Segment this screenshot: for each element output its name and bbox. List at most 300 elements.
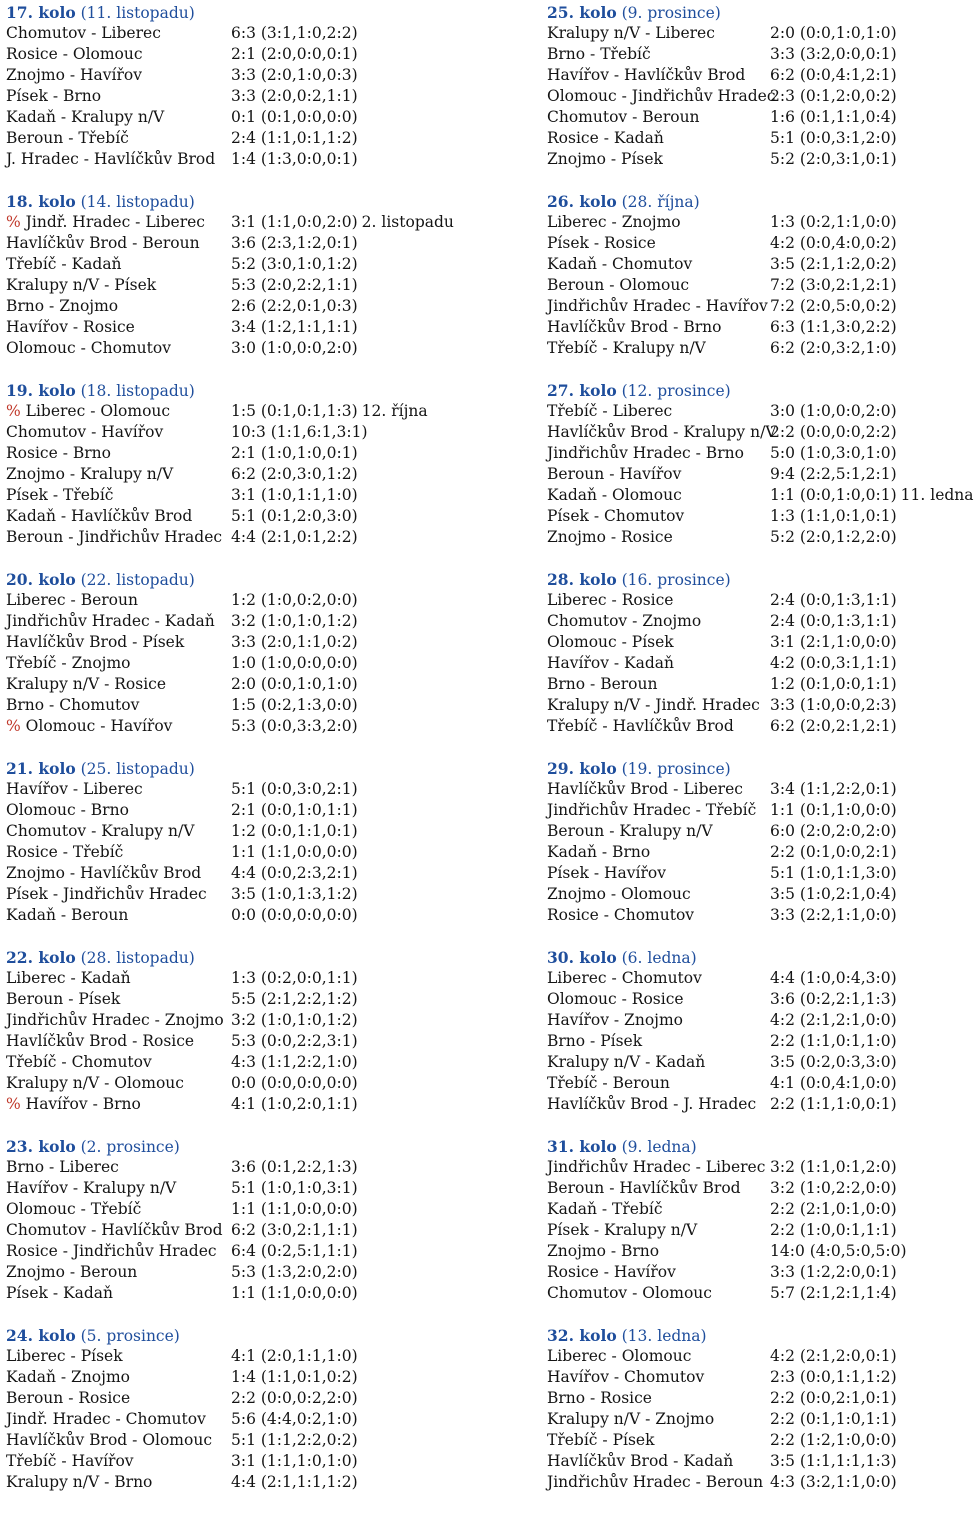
match-name: J. Hradec - Havlíčkův Brod: [6, 150, 216, 168]
match-name: Beroun - Kralupy n/V: [547, 822, 713, 840]
match-name: Písek - Kadaň: [6, 1284, 113, 1302]
match-name: Beroun - Rosice: [6, 1389, 131, 1407]
match-teams: [6, 65, 231, 86]
match-score: 4:3 (3:2,1:1,0:0): [770, 1473, 897, 1491]
match-score: 5:5 (2:1,2:2,1:2): [231, 990, 358, 1008]
match-name: Jindřichův Hradec - Havířov: [547, 297, 768, 315]
match-score: 1:1 (1:1,0:0,0:0): [231, 843, 358, 861]
round-block: [547, 1325, 960, 1493]
match-row: [6, 1283, 526, 1304]
match-score: 3:1 (1:1,1:0,1:0): [231, 1452, 358, 1470]
round-number: 31. kolo: [547, 1137, 617, 1156]
match-row: [547, 401, 960, 422]
match-row: [547, 968, 960, 989]
match-score: 7:2 (2:0,5:0,0:2): [770, 297, 897, 315]
match-row: [547, 233, 960, 254]
match-row: [6, 716, 526, 737]
round-date: (13. ledna): [621, 1327, 707, 1345]
match-name: Znojmo - Písek: [547, 150, 663, 168]
match-row: [6, 128, 526, 149]
match-row: [6, 905, 526, 926]
match-score: 6:2 (0:0,4:1,2:1): [770, 66, 897, 84]
match-teams: [547, 527, 770, 548]
match-name: Havířov - Kralupy n/V: [6, 1179, 177, 1197]
match-teams: [6, 44, 231, 65]
match-teams: [547, 1367, 770, 1388]
match-name: Písek - Rosice: [547, 234, 656, 252]
match-score: 2:0 (0:0,1:0,1:0): [770, 24, 897, 42]
match-teams: [547, 485, 770, 506]
match-row: [547, 1388, 960, 1409]
match-score: 3:3 (2:2,1:1,0:0): [770, 906, 897, 924]
match-teams: [547, 716, 770, 737]
match-row: [6, 653, 526, 674]
match-row: [547, 1073, 960, 1094]
match-score: 3:3 (2:0,1:0,0:3): [231, 66, 358, 84]
match-score: 5:1 (1:0,1:1,3:0): [770, 864, 897, 882]
match-row: [6, 527, 526, 548]
match-name: Rosice - Havířov: [547, 1263, 676, 1281]
match-row: [6, 317, 526, 338]
match-row: [547, 44, 960, 65]
match-teams: [547, 695, 770, 716]
match-row: [547, 905, 960, 926]
match-name: Olomouc - Havířov: [25, 717, 173, 735]
match-row: [547, 1241, 960, 1262]
match-row: [547, 65, 960, 86]
match-name: Kralupy n/V - Znojmo: [547, 1410, 715, 1428]
match-teams: [547, 464, 770, 485]
round-number: 20. kolo: [6, 570, 76, 589]
match-name: Třebíč - Kadaň: [6, 255, 122, 273]
match-teams: [547, 905, 770, 926]
round-header: [547, 569, 960, 590]
match-row: [547, 1430, 960, 1451]
match-row: [6, 485, 526, 506]
match-score: 3:6 (2:3,1:2,0:1): [231, 234, 358, 252]
match-teams: [6, 275, 231, 296]
match-score: 5:3 (1:3,2:0,2:0): [231, 1263, 358, 1281]
match-name: Chomutov - Znojmo: [547, 612, 702, 630]
match-score: 2:2 (0:1,1:0,1:1): [770, 1410, 897, 1428]
round-date: (22. listopadu): [80, 571, 195, 589]
round-date: (9. prosince): [621, 4, 721, 22]
round-date: (9. ledna): [621, 1138, 697, 1156]
match-name: Liberec - Beroun: [6, 591, 138, 609]
round-date: (16. prosince): [621, 571, 731, 589]
match-row: [547, 422, 960, 443]
match-teams: [547, 1031, 770, 1052]
match-row: [547, 632, 960, 653]
match-name: Olomouc - Písek: [547, 633, 674, 651]
round-date: (11. listopadu): [80, 4, 195, 22]
match-teams: [547, 422, 777, 443]
match-row: [6, 275, 526, 296]
match-name: Beroun - Havířov: [547, 465, 682, 483]
match-teams: [547, 863, 770, 884]
match-score: 1:1 (0:1,1:0,0:0): [770, 801, 897, 819]
match-name: Jindř. Hradec - Liberec: [25, 213, 205, 231]
match-score: 4:4 (1:0,0:4,3:0): [770, 969, 897, 987]
round-block: [6, 2, 526, 170]
round-number: 19. kolo: [6, 381, 76, 400]
match-name: Písek - Brno: [6, 87, 102, 105]
match-teams: [6, 968, 231, 989]
match-row: [547, 674, 960, 695]
match-teams: [6, 1157, 231, 1178]
match-teams: [547, 275, 770, 296]
match-teams: [6, 254, 231, 275]
match-score: 6:2 (2:0,3:2,1:0): [770, 339, 897, 357]
match-teams: [6, 443, 231, 464]
match-name: Havlíčkův Brod - Liberec: [547, 780, 743, 798]
round-number: 22. kolo: [6, 948, 76, 967]
match-name: Třebíč - Písek: [547, 1431, 655, 1449]
round-block: [6, 758, 526, 926]
match-name: Havířov - Havlíčkův Brod: [547, 66, 746, 84]
match-score: 1:1 (1:1,0:0,0:0): [231, 1200, 358, 1218]
match-row: [6, 842, 526, 863]
match-name: Kadaň - Třebíč: [547, 1200, 663, 1218]
match-name: Beroun - Olomouc: [547, 276, 690, 294]
match-teams: [6, 905, 231, 926]
match-name: Rosice - Kadaň: [547, 129, 664, 147]
match-score: 3:2 (1:1,0:1,2:0): [770, 1158, 897, 1176]
match-score: 4:2 (2:1,2:0,0:1): [770, 1347, 897, 1365]
match-teams: [6, 464, 231, 485]
match-name: Liberec - Olomouc: [25, 402, 171, 420]
match-name: Jindřichův Hradec - Liberec: [547, 1158, 766, 1176]
round-header: [547, 758, 960, 779]
right-column: [547, 2, 974, 1514]
match-row: [547, 107, 960, 128]
match-name: Jindřichův Hradec - Beroun: [547, 1473, 764, 1491]
match-row: [6, 1430, 526, 1451]
match-score: 0:0 (0:0,0:0,0:0): [231, 1074, 358, 1092]
match-name: Jindřichův Hradec - Znojmo: [6, 1011, 224, 1029]
match-teams: [6, 296, 231, 317]
match-score: 2:2 (1:2,1:0,0:0): [770, 1431, 897, 1449]
match-name: Liberec - Kadaň: [6, 969, 131, 987]
round-block: [547, 1136, 960, 1304]
match-score: 1:1 (1:1,0:0,0:0): [231, 1284, 358, 1302]
round-header: [6, 380, 526, 401]
match-score: 3:5 (1:0,2:1,0:4): [770, 885, 897, 903]
match-teams: [6, 1220, 231, 1241]
match-teams: [6, 422, 231, 443]
match-teams: [6, 1451, 231, 1472]
match-name: Kadaň - Olomouc: [547, 486, 682, 504]
match-score: 6:3 (3:1,1:0,2:2): [231, 24, 358, 42]
match-name: Havlíčkův Brod - Brno: [547, 318, 722, 336]
match-name: Písek - Jindřichův Hradec: [6, 885, 207, 903]
round-header: [6, 191, 526, 212]
round-header: [6, 1136, 526, 1157]
match-teams: [6, 590, 231, 611]
match-name: Liberec - Chomutov: [547, 969, 702, 987]
match-row: [547, 338, 960, 359]
match-name: Jindřichův Hradec - Kadaň: [6, 612, 215, 630]
match-teams: [6, 716, 231, 737]
match-name: Kralupy n/V - Písek: [6, 276, 157, 294]
match-row: [547, 128, 960, 149]
round-header: [6, 569, 526, 590]
round-header: [547, 191, 960, 212]
match-teams: [6, 800, 231, 821]
match-row: [6, 506, 526, 527]
match-teams: [547, 212, 770, 233]
match-teams: [6, 338, 231, 359]
match-name: Třebíč - Havířov: [6, 1452, 134, 1470]
match-row: [6, 107, 526, 128]
match-name: Brno - Písek: [547, 1032, 643, 1050]
match-name: Liberec - Znojmo: [547, 213, 681, 231]
match-name: Havlíčkův Brod - Rosice: [6, 1032, 195, 1050]
match-row: [547, 86, 960, 107]
match-name: Písek - Chomutov: [547, 507, 685, 525]
match-score: 2:1 (2:0,0:0,0:1): [231, 45, 358, 63]
match-name: Havířov - Rosice: [6, 318, 135, 336]
match-row: [547, 317, 960, 338]
match-name: Chomutov - Havířov: [6, 423, 164, 441]
match-teams: [6, 86, 231, 107]
match-teams: [6, 1262, 231, 1283]
match-row: [547, 296, 960, 317]
match-row: [6, 1178, 526, 1199]
match-teams: [547, 23, 770, 44]
match-row: [6, 338, 526, 359]
round-date: (14. listopadu): [80, 193, 195, 211]
match-row: [547, 1262, 960, 1283]
match-name: Kralupy n/V - Olomouc: [6, 1074, 184, 1092]
round-number: 23. kolo: [6, 1137, 76, 1156]
round-header: [6, 758, 526, 779]
match-teams: [6, 1031, 231, 1052]
match-row: [547, 611, 960, 632]
match-teams: [6, 506, 231, 527]
match-date-note: 11. ledna: [900, 486, 974, 504]
match-row: [547, 23, 960, 44]
match-teams: [6, 653, 231, 674]
round-header: [6, 2, 526, 23]
match-score: 2:4 (0:0,1:3,1:1): [770, 612, 897, 630]
round-block: [6, 1325, 526, 1493]
round-date: (5. prosince): [80, 1327, 180, 1345]
match-teams: [547, 1346, 770, 1367]
match-row: [547, 842, 960, 863]
match-name: Havířov - Chomutov: [547, 1368, 705, 1386]
match-name: Kadaň - Havlíčkův Brod: [6, 507, 193, 525]
match-teams: [547, 1178, 770, 1199]
match-row: [547, 149, 960, 170]
match-row: [6, 1199, 526, 1220]
round-date: (18. listopadu): [80, 382, 195, 400]
match-row: [547, 653, 960, 674]
match-name: Rosice - Olomouc: [6, 45, 143, 63]
match-name: Havlíčkův Brod - Kadaň: [547, 1452, 734, 1470]
match-teams: [6, 1409, 231, 1430]
match-name: Havířov - Znojmo: [547, 1011, 683, 1029]
round-number: 17. kolo: [6, 3, 76, 22]
match-teams: [547, 1451, 770, 1472]
match-score: 5:1 (0:1,2:0,3:0): [231, 507, 358, 525]
match-score: 5:0 (1:0,3:0,1:0): [770, 444, 897, 462]
match-name: Písek - Třebíč: [6, 486, 114, 504]
match-score: 14:0 (4:0,5:0,5:0): [770, 1242, 907, 1260]
match-row: [547, 1472, 960, 1493]
match-score: 1:6 (0:1,1:1,0:4): [770, 108, 897, 126]
match-teams: [6, 1199, 231, 1220]
match-row: [6, 1451, 526, 1472]
match-teams: [547, 632, 770, 653]
match-teams: [547, 1010, 770, 1031]
match-row: [547, 485, 974, 506]
match-row: [6, 863, 526, 884]
match-teams: [547, 653, 770, 674]
match-teams: [6, 863, 231, 884]
match-teams: [547, 1220, 770, 1241]
match-score: 4:4 (2:1,0:1,2:2): [231, 528, 358, 546]
match-teams: [547, 44, 770, 65]
match-score: 3:0 (1:0,0:0,2:0): [770, 402, 897, 420]
match-teams: [547, 107, 770, 128]
match-score: 3:4 (1:2,1:1,1:1): [231, 318, 358, 336]
round-date: (6. ledna): [621, 949, 697, 967]
match-teams: [547, 590, 770, 611]
match-score: 4:1 (1:0,2:0,1:1): [231, 1095, 358, 1113]
round-header: [547, 1325, 960, 1346]
match-name: Chomutov - Olomouc: [547, 1284, 712, 1302]
match-row: [6, 1052, 526, 1073]
match-row: [547, 1409, 960, 1430]
match-row: [6, 1262, 526, 1283]
match-score: 5:3 (0:0,3:3,2:0): [231, 717, 358, 735]
match-row: [6, 1073, 526, 1094]
round-block: [6, 569, 526, 737]
match-name: Rosice - Brno: [6, 444, 111, 462]
match-name: Olomouc - Brno: [6, 801, 129, 819]
match-name: Olomouc - Chomutov: [6, 339, 171, 357]
match-teams: [547, 1388, 770, 1409]
match-row: [547, 1052, 960, 1073]
match-row: [6, 1241, 526, 1262]
match-score: 2:1 (1:0,1:0,0:1): [231, 444, 358, 462]
round-block: [547, 947, 960, 1115]
match-name: Znojmo - Beroun: [6, 1263, 138, 1281]
match-name: Kralupy n/V - Kadaň: [547, 1053, 706, 1071]
match-name: Znojmo - Havířov: [6, 66, 142, 84]
match-score: 3:3 (2:0,0:2,1:1): [231, 87, 358, 105]
match-teams: [547, 821, 770, 842]
match-score: 2:2 (1:0,0:1,1:1): [770, 1221, 897, 1239]
round-number: 32. kolo: [547, 1326, 617, 1345]
match-score: 2:2 (0:0,2:1,0:1): [770, 1389, 897, 1407]
match-name: Havlíčkův Brod - Beroun: [6, 234, 200, 252]
round-number: 27. kolo: [547, 381, 617, 400]
match-score: 2:1 (0:0,1:0,1:1): [231, 801, 358, 819]
match-score: 1:2 (1:0,0:2,0:0): [231, 591, 358, 609]
match-teams: [547, 149, 770, 170]
match-row: [547, 1220, 960, 1241]
match-score: 3:3 (2:0,1:1,0:2): [231, 633, 358, 651]
match-score: 0:0 (0:0,0:0,0:0): [231, 906, 358, 924]
match-score: 5:1 (1:1,2:2,0:2): [231, 1431, 358, 1449]
match-score: 1:5 (0:1,0:1,1:3): [231, 402, 358, 420]
round-block: [6, 380, 526, 548]
match-name: Olomouc - Jindřichův Hradec: [547, 87, 776, 105]
match-row: [547, 1010, 960, 1031]
match-teams: [6, 1367, 231, 1388]
match-date-note: 12. října: [361, 402, 428, 420]
match-teams: [6, 989, 231, 1010]
round-header: [547, 2, 960, 23]
match-teams: [6, 821, 231, 842]
match-name: Kralupy n/V - Brno: [6, 1473, 153, 1491]
round-date: (2. prosince): [80, 1138, 180, 1156]
match-teams: [547, 1472, 770, 1493]
match-row: [6, 968, 526, 989]
match-row: [547, 1199, 960, 1220]
match-score: 2:2 (0:1,0:0,2:1): [770, 843, 897, 861]
match-score: 1:4 (1:1,0:1,0:2): [231, 1368, 358, 1386]
round-number: 30. kolo: [547, 948, 617, 967]
match-score: 5:2 (3:0,1:0,1:2): [231, 255, 358, 273]
match-score: 6:3 (1:1,3:0,2:2): [770, 318, 897, 336]
match-name: Znojmo - Brno: [547, 1242, 660, 1260]
match-score: 3:1 (1:1,0:0,2:0): [231, 213, 358, 231]
match-row: [6, 1220, 526, 1241]
match-row: [547, 1157, 960, 1178]
match-row: [547, 989, 960, 1010]
match-row: [6, 86, 526, 107]
match-teams: [547, 611, 770, 632]
match-score: 3:2 (1:0,1:0,1:2): [231, 1011, 358, 1029]
match-name: Brno - Třebíč: [547, 45, 651, 63]
match-name: Znojmo - Rosice: [547, 528, 673, 546]
match-row: [547, 1031, 960, 1052]
match-row: [6, 65, 526, 86]
match-row: [6, 1157, 526, 1178]
match-name: Havlíčkův Brod - Olomouc: [6, 1431, 213, 1449]
match-score: 3:2 (1:0,2:2,0:0): [770, 1179, 897, 1197]
match-teams: [547, 1430, 770, 1451]
match-teams: [547, 779, 770, 800]
match-name: Písek - Havířov: [547, 864, 666, 882]
match-score: 2:2 (1:1,1:0,0:1): [770, 1095, 897, 1113]
match-row: [547, 443, 960, 464]
match-score: 5:1 (0:0,3:0,2:1): [231, 780, 358, 798]
match-row: [547, 716, 960, 737]
match-teams: [6, 1073, 231, 1094]
round-date: (25. listopadu): [80, 760, 195, 778]
match-score: 6:2 (2:0,2:1,2:1): [770, 717, 897, 735]
match-row: [547, 590, 960, 611]
match-score: 3:1 (1:0,1:1,1:0): [231, 486, 358, 504]
match-teams: [547, 1283, 770, 1304]
match-teams: [547, 506, 770, 527]
match-teams: [6, 1010, 231, 1031]
match-row: [6, 1031, 526, 1052]
match-row: [6, 695, 526, 716]
match-teams: [547, 1241, 770, 1262]
match-row: [547, 1451, 960, 1472]
match-teams: [6, 107, 231, 128]
match-row: [547, 800, 960, 821]
match-teams: [6, 233, 231, 254]
match-row: [6, 1010, 526, 1031]
match-teams: [547, 1157, 770, 1178]
match-name: Znojmo - Havlíčkův Brod: [6, 864, 202, 882]
